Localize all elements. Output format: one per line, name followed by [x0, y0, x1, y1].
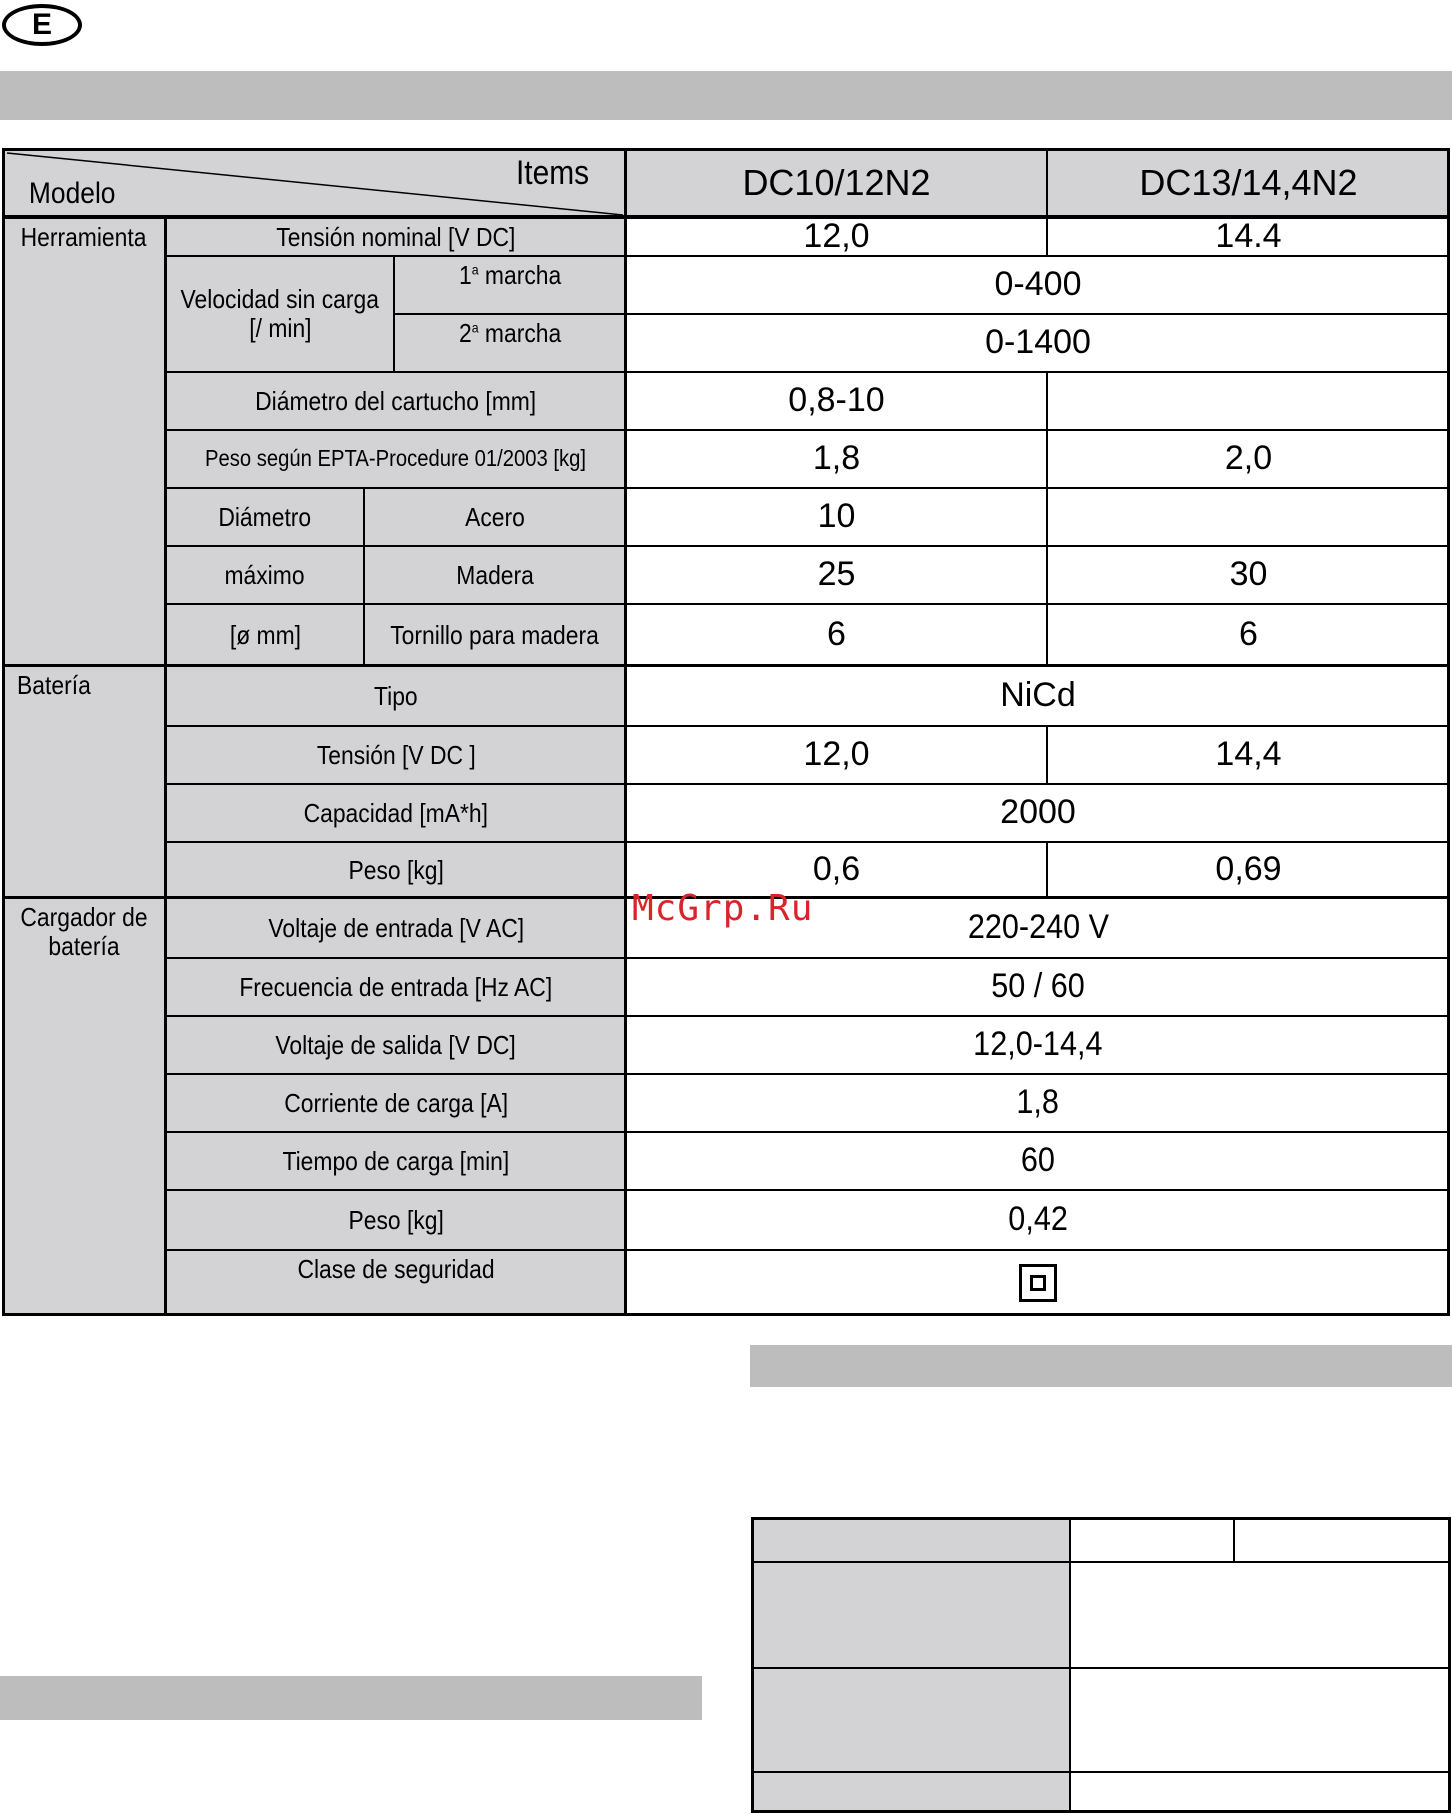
battery-voltage-v2: 14,4 — [1047, 726, 1450, 784]
charger-weight-value: 0,42 — [626, 1190, 1450, 1250]
empty-table-row1-value — [1070, 1562, 1450, 1668]
model-header-2: DC13/14,4N2 — [1047, 148, 1450, 218]
empty-table-row3-label — [752, 1772, 1070, 1812]
tool-weight-v2: 2,0 — [1047, 430, 1450, 488]
section-battery: Batería — [2, 666, 166, 898]
left-section-band — [0, 1676, 702, 1720]
section-divider — [164, 218, 167, 1316]
max-diameter-label-3: [ø mm] — [166, 604, 364, 666]
model-header-1: DC10/12N2 — [626, 148, 1047, 218]
output-voltage-label: Voltaje de salida [V DC] — [166, 1016, 626, 1074]
max-diameter-label-2: máximo — [166, 546, 364, 604]
tool-weight-v1: 1,8 — [626, 430, 1047, 488]
chuck-diameter-v2 — [1047, 372, 1450, 430]
section-tool: Herramienta — [2, 218, 166, 666]
battery-type-value: NiCd — [626, 666, 1450, 726]
gear1-label: 1$^a$ marcha — [394, 256, 626, 314]
nominal-voltage-v2: 14.4 — [1047, 218, 1450, 256]
wood-screw-v1: 6 — [626, 604, 1047, 666]
battery-weight-label: Peso [kg] — [166, 842, 626, 898]
tool-weight-label: Peso según EPTA-Procedure 01/2003 [kg] — [166, 430, 626, 488]
corner-cell — [2, 148, 626, 218]
wood-screw-v2: 6 — [1047, 604, 1450, 666]
watermark: McGrp.Ru — [632, 888, 814, 929]
empty-table-row2-value — [1070, 1668, 1450, 1772]
wood-v2: 30 — [1047, 546, 1450, 604]
battery-voltage-label: Tensión [V DC ] — [166, 726, 626, 784]
safety-class-value — [626, 1250, 1450, 1316]
empty-table-row1-label — [752, 1562, 1070, 1668]
charge-time-label: Tiempo de carga [min] — [166, 1132, 626, 1190]
wood-v1: 25 — [626, 546, 1047, 604]
empty-table-header-label — [752, 1518, 1070, 1562]
charge-current-value: 1,8 — [626, 1074, 1450, 1132]
double-insulation-icon — [1019, 1264, 1057, 1302]
chuck-diameter-v1: 0,8-10 — [626, 372, 1047, 430]
battery-type-label: Tipo — [166, 666, 626, 726]
output-voltage-value: 12,0-14,4 — [626, 1016, 1450, 1074]
input-voltage-value: 220-240 V — [626, 898, 1450, 958]
speed-label: Velocidad sin carga [/ min] — [166, 256, 394, 372]
section-rule-1 — [2, 664, 1450, 667]
safety-class-label: Clase de seguridad — [166, 1250, 626, 1316]
section-title-band — [0, 71, 1452, 120]
charge-current-label: Corriente de carga [A] — [166, 1074, 626, 1132]
empty-table-header-col2 — [1234, 1518, 1450, 1562]
gear2-value: 0-1400 — [626, 314, 1450, 372]
steel-v1: 10 — [626, 488, 1047, 546]
battery-capacity-value: 2000 — [626, 784, 1450, 842]
right-section-band — [750, 1345, 1452, 1387]
corner-items: Items — [515, 154, 590, 192]
gear1-value: 0-400 — [626, 256, 1450, 314]
chuck-diameter-label: Diámetro del cartucho [mm] — [166, 372, 626, 430]
steel-v2 — [1047, 488, 1450, 546]
language-badge: E — [2, 4, 82, 46]
battery-voltage-v1: 12,0 — [626, 726, 1047, 784]
input-voltage-label: Voltaje de entrada [V AC] — [166, 898, 626, 958]
charge-time-value: 60 — [626, 1132, 1450, 1190]
nominal-voltage-v1: 12,0 — [626, 218, 1047, 256]
battery-weight-v2: 0,69 — [1047, 842, 1450, 898]
input-frequency-label: Frecuencia de entrada [Hz AC] — [166, 958, 626, 1016]
empty-table-header-col1 — [1070, 1518, 1234, 1562]
wood-label: Madera — [364, 546, 626, 604]
corner-modelo: Modelo — [28, 177, 116, 210]
max-diameter-label-1: Diámetro — [166, 488, 364, 546]
column-divider — [624, 148, 627, 1316]
input-frequency-value: 50 / 60 — [626, 958, 1450, 1016]
section-charger: Cargador de batería — [2, 898, 166, 1316]
steel-label: Acero — [364, 488, 626, 546]
empty-table-row3-value — [1070, 1772, 1450, 1812]
charger-weight-label: Peso [kg] — [166, 1190, 626, 1250]
wood-screw-label: Tornillo para madera — [364, 604, 626, 666]
row-nominal-voltage-label: Tensión nominal [V DC] — [166, 218, 626, 256]
battery-weight-v1: 0,6 — [626, 842, 1047, 898]
gear2-label: 2$^a$ marcha — [394, 314, 626, 372]
battery-capacity-label: Capacidad [mA*h] — [166, 784, 626, 842]
empty-table-row2-label — [752, 1668, 1070, 1772]
